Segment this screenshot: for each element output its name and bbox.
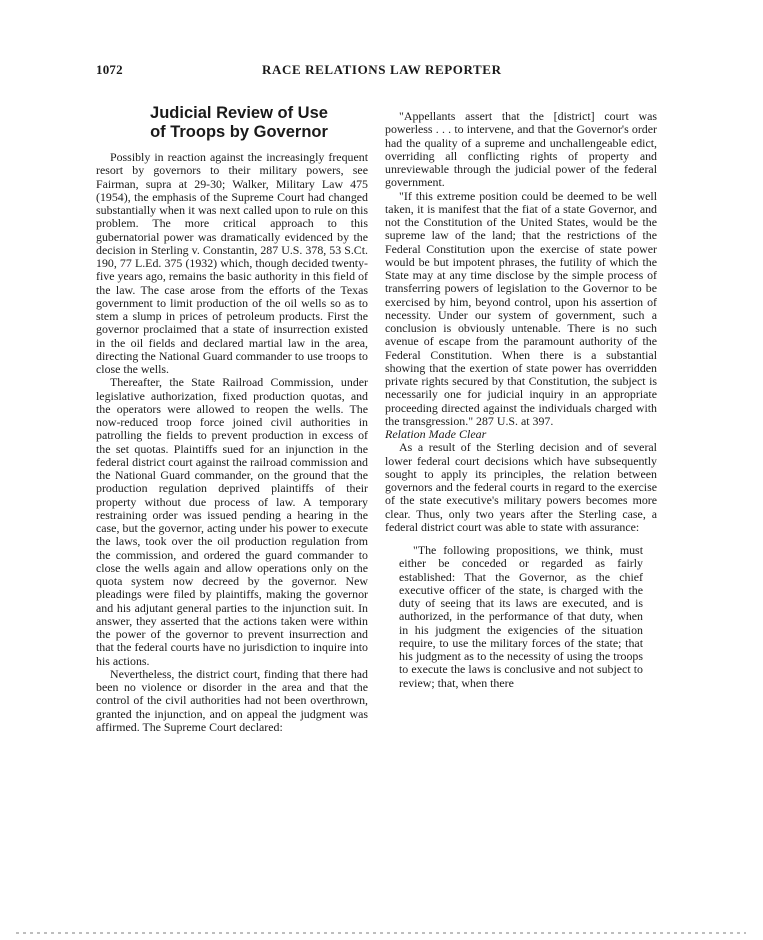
section-title	[96, 104, 368, 142]
supreme-court-quote	[385, 110, 657, 428]
paragraph-2: Thereafter, the State Railroad Commission, under legislative authorization, fixed production quotas, and the operators were allowed to reopen the wells. The now-reduced troop force joined civil authorities in patrolling the fields to prevent production in excess of the set quotas. Plaintiffs sued for an injunction in the federal district court against the railroad commission and the National Guard commander, on the ground that the production regulation deprived plaintiffs of their property without due process of law. A temporary restraining order was issued pending a hearing in the case, but the governor, acting under his power to execute the laws, took over the oil production regulation from the commission, and ordered the guard commander to close the wells again and allow operations only on the quota system now decreed by the governor. New pleadings were filed by plaintiffs, making the governor and his adjutant general parties to the injunction suit. In answer, they asserted that the actions taken were within the power of the governor to prevent insurrection and that the federal courts have no jurisdiction to inquire into his actions.	[96, 375, 368, 668]
subheading: Relation Made Clear	[385, 427, 487, 441]
quote-paragraph-1: "Appellants assert that the [district] court was powerless . . . to intervene, and that the Governor's order had the quality of a supreme and unchallengeable edict, overriding all conflicting rights of property and unreviewable through the judicial power of the federal government.	[385, 109, 657, 190]
quote-paragraph-3: "The following propositions, we think, must either be conceded or regarded as fairly established: That the Governor, as the chief executive officer of the state, is charged with the duty of seeing that its laws are executed, and is authorized, in the performance of that duty, when in his judgment the exigencies of the situation require, to use the military forces of the state; that his judgment as to the necessity of using the troops to execute the laws is conclusive and not subject to review; that, when there	[399, 543, 643, 690]
section-title-line2: of Troops by Governor	[150, 123, 328, 141]
page-number: 1072	[96, 62, 123, 77]
section-title-line1: Judicial Review of Use	[150, 104, 328, 122]
district-court-quote	[385, 544, 657, 690]
paragraph-3: Nevertheless, the district court, finding that there had been no violence or disorder in the area and that the control of the civil authorities had not been overthrown, granted the injunction, and on appeal the judgment was affirmed. The Supreme Court declared:	[96, 666, 368, 734]
running-head: RACE RELATIONS LAW REPORTER	[262, 62, 502, 77]
scan-edge-artifact	[16, 932, 746, 934]
paragraph-4: As a result of the Sterling decision and of several lower federal court decisions which have subsequently sought to apply its principles, the relation between governors and the federal courts in regard to the exercise of the state executive's military powers becomes more clear. Thus, only two years after the Sterling case, a federal district court was able to state with assurance:	[385, 440, 657, 534]
quote-paragraph-2: "If this extreme position could be deemed to be well taken, it is manifest that the fiat of a state Governor, and not the Constitution of the United States, would be the supreme law of the land; that the restrictions of the Federal Constitution upon the exercise of state power would be but impotent phrases, the futility of which the State may at any time disclose by the simple process of transferring powers of legislation to the Governor to be exercised by him, beyond control, upon his assertion of necessity. Under our system of government, such a conclusion is obviously untenable. There is no such avenue of escape from the paramount authority of the Federal Constitution. When there is a substantial showing that the exertion of state power has overridden private rights secured by that Constitution, the subject is necessarily one for judicial inquiry in an appropriate proceeding directed against the individuals charged with the transgression." 287 U.S. at 397.	[385, 188, 657, 428]
right-column	[385, 110, 657, 690]
paragraph-1: Possibly in reaction against the increasingly frequent resort by governors to their military powers, see Fairman, supra at 29-30; Walker, Military Law 475 (1954), the emphasis of the Supreme Court had changed substantially when it was next called upon to rule on this problem. The more critical approach to this gubernatorial power was dramatically evidenced by the decision in Sterling v. Constantin, 287 U.S. 378, 53 S.Ct. 190, 77 L.Ed. 375 (1932) which, though decided twenty-five years ago, remains the basic authority in this field of the law. The case arose from the efforts of the Texas government to limit production of the oil wells so as to stem a slump in prices of petroleum products. First the governor proclaimed that a state of insurrection existed in the oil fields and declared martial law in the area, directing the National Guard commander to use troops to close the wells.	[96, 150, 368, 376]
left-column	[96, 104, 368, 734]
